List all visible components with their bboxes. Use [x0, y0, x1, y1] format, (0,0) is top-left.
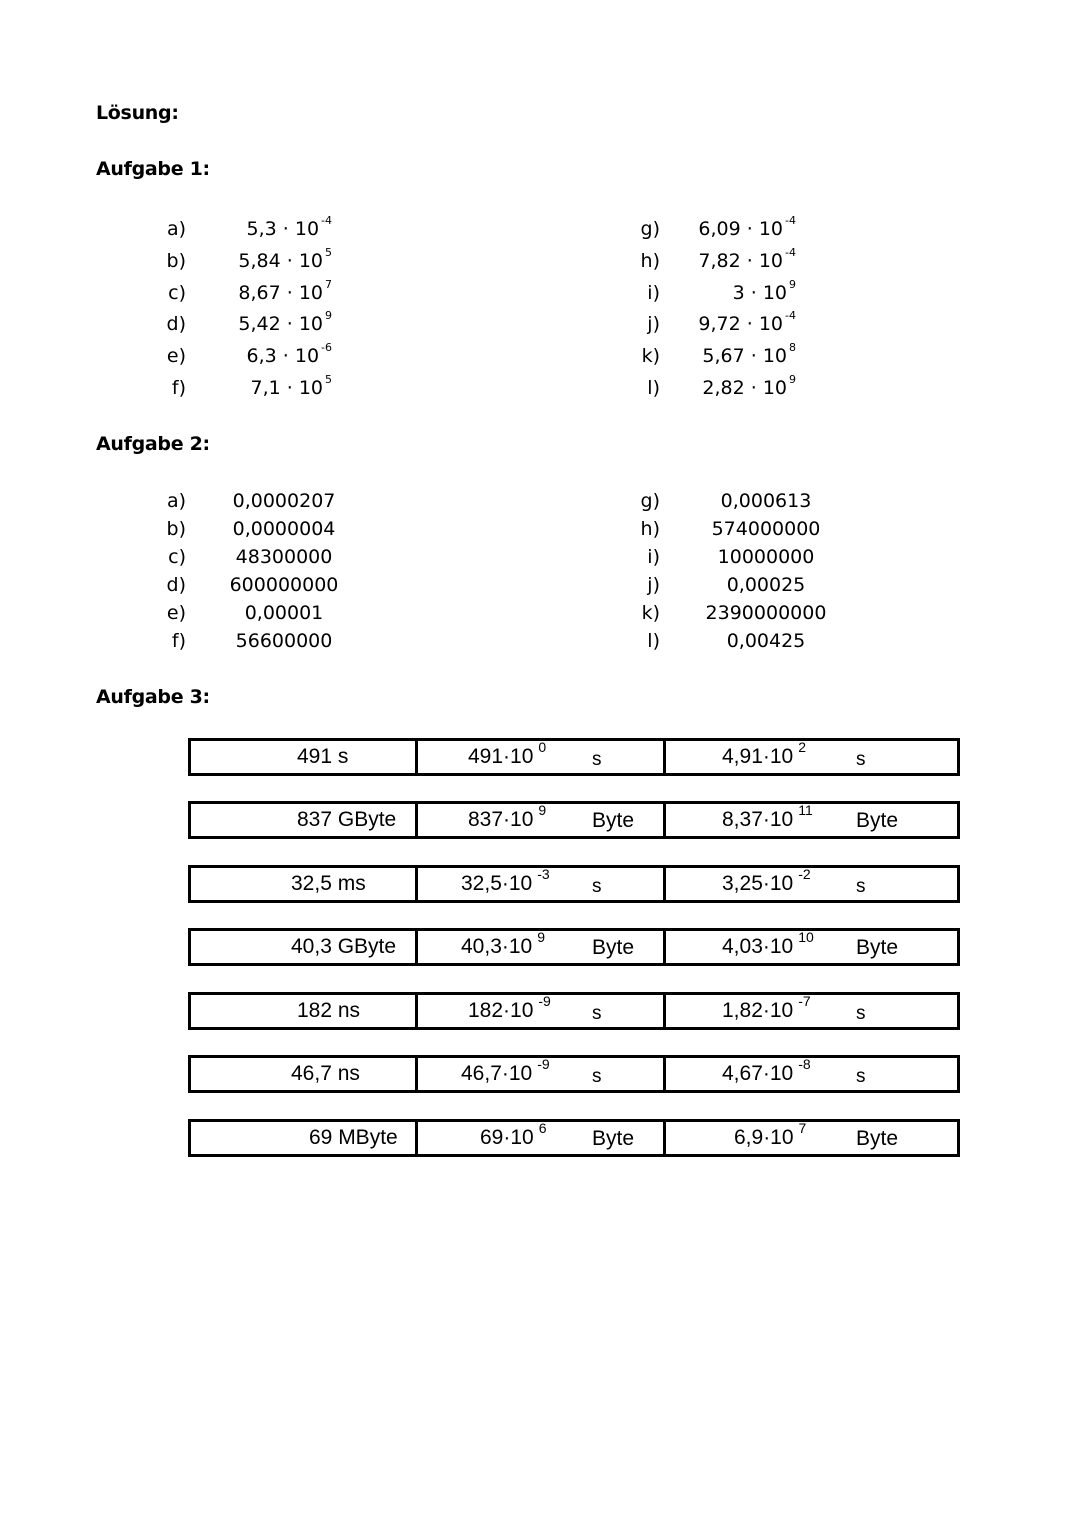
- exponent: 9: [789, 278, 796, 291]
- prefixed-cell: [418, 868, 666, 900]
- prefixed-mantissa: 40,3·10: [461, 935, 533, 958]
- prefixed-cell: [418, 741, 666, 773]
- task1-label: b): [166, 250, 186, 272]
- task2-answer: 0,0000004: [232, 518, 336, 540]
- task1-label: e): [166, 345, 186, 367]
- prefixed-value: [461, 929, 546, 959]
- normalized-unit: s: [856, 1003, 866, 1024]
- task2-answer: 48300000: [235, 546, 333, 568]
- exponent: -6: [321, 341, 332, 354]
- normalized-value: [734, 1120, 807, 1150]
- original-cell: [191, 931, 418, 963]
- original-cell: [191, 1058, 418, 1090]
- prefixed-mantissa: 69·10: [480, 1126, 534, 1149]
- exponent: 9: [325, 309, 332, 322]
- original-cell: [191, 868, 418, 900]
- task1-title: Aufgabe 1:: [96, 158, 210, 180]
- prefixed-value: [461, 1056, 550, 1086]
- normalized-unit: Byte: [856, 809, 899, 832]
- exponent: 5: [325, 373, 332, 386]
- exponent: -4: [785, 309, 796, 322]
- prefixed-exponent: 6: [538, 1120, 547, 1136]
- task1-answer: [702, 373, 796, 399]
- task1-answer: [702, 341, 796, 367]
- prefixed-cell: [418, 1058, 666, 1090]
- mantissa: 5,67 · 10: [702, 345, 787, 367]
- task1-answer: [698, 246, 796, 272]
- normalized-unit: s: [856, 1066, 866, 1087]
- mantissa: 9,72 · 10: [698, 313, 784, 335]
- original-cell: [191, 1122, 418, 1154]
- conversion-row: [188, 801, 960, 839]
- normalized-cell: [666, 868, 957, 900]
- task2-label: f): [171, 630, 186, 652]
- normalized-cell: [666, 995, 957, 1027]
- normalized-value: [722, 866, 811, 896]
- normalized-cell: [666, 1122, 957, 1154]
- task3-title: Aufgabe 3:: [96, 686, 210, 708]
- task2-title: Aufgabe 2:: [96, 433, 210, 455]
- task2-answer: 574000000: [711, 518, 821, 540]
- conversion-row: [188, 992, 960, 1030]
- task1-answer: [732, 278, 796, 304]
- normalized-value: [722, 739, 807, 769]
- exponent: 5: [325, 246, 332, 259]
- prefixed-cell: [418, 931, 666, 963]
- task1-answer: [698, 309, 796, 335]
- mantissa: 6,3 · 10: [246, 345, 320, 367]
- prefixed-mantissa: 837·10: [468, 808, 534, 831]
- mantissa: 8,67 · 10: [238, 282, 323, 304]
- task1-label: c): [168, 282, 186, 304]
- task2-answer: 0,00001: [244, 602, 324, 624]
- prefixed-unit: s: [592, 1003, 602, 1024]
- prefixed-exponent: 9: [538, 802, 547, 818]
- mantissa: 5,42 · 10: [238, 313, 323, 335]
- task1-label: k): [641, 345, 660, 367]
- normalized-value: [722, 929, 814, 959]
- prefixed-exponent: 0: [538, 739, 547, 755]
- task2-answer: 0,00025: [726, 574, 806, 596]
- normalized-unit: Byte: [856, 1127, 899, 1150]
- prefixed-mantissa: 46,7·10: [461, 1062, 533, 1085]
- task2-answer: 600000000: [229, 574, 339, 596]
- normalized-unit: Byte: [856, 936, 899, 959]
- normalized-mantissa: 8,37·10: [722, 808, 794, 831]
- original-value: 46,7 ns: [291, 1062, 360, 1085]
- normalized-exponent: 11: [798, 802, 813, 818]
- prefixed-cell: [418, 804, 666, 836]
- prefixed-cell: [418, 1122, 666, 1154]
- mantissa: 7,82 · 10: [698, 250, 784, 272]
- task2-label: h): [640, 518, 660, 540]
- prefixed-unit: Byte: [592, 809, 635, 832]
- normalized-exponent: 10: [798, 929, 814, 945]
- exponent: -4: [785, 214, 796, 227]
- original-value: 491 s: [297, 745, 349, 768]
- task2-label: k): [641, 602, 660, 624]
- task2-label: e): [166, 602, 186, 624]
- task2-answer: 10000000: [717, 546, 815, 568]
- prefixed-exponent: 9: [537, 929, 546, 945]
- original-cell: [191, 995, 418, 1027]
- original-cell: [191, 741, 418, 773]
- normalized-mantissa: 4,91·10: [722, 745, 794, 768]
- task1-answer: [238, 278, 332, 304]
- conversion-row: [188, 1055, 960, 1093]
- prefixed-exponent: -9: [537, 1056, 550, 1072]
- normalized-exponent: -8: [798, 1056, 811, 1072]
- normalized-exponent: -2: [798, 866, 811, 882]
- task1-answer: [246, 341, 332, 367]
- prefixed-value: [461, 866, 550, 896]
- normalized-mantissa: 1,82·10: [722, 999, 794, 1022]
- prefixed-value: [468, 739, 547, 769]
- exponent: 8: [789, 341, 796, 354]
- prefixed-unit: s: [592, 749, 602, 770]
- task1-label: f): [171, 377, 186, 399]
- prefixed-value: [468, 993, 551, 1023]
- normalized-value: [722, 993, 811, 1023]
- original-value: 40,3 GByte: [291, 935, 397, 958]
- normalized-cell: [666, 804, 957, 836]
- task2-answer: 0,00425: [726, 630, 806, 652]
- original-value: 69 MByte: [309, 1126, 398, 1149]
- task2-label: j): [647, 574, 660, 596]
- original-value: 182 ns: [297, 999, 361, 1022]
- exponent: -4: [785, 246, 796, 259]
- normalized-mantissa: 6,9·10: [734, 1126, 794, 1149]
- task1-answer: [238, 246, 332, 272]
- task1-label: i): [647, 282, 660, 304]
- task1-answer: [698, 214, 796, 240]
- mantissa: 3 · 10: [732, 282, 787, 304]
- task1-answer: [246, 214, 332, 240]
- conversion-row: [188, 865, 960, 903]
- prefixed-cell: [418, 995, 666, 1027]
- conversion-row: [188, 738, 960, 776]
- task2-label: b): [166, 518, 186, 540]
- mantissa: 5,3 · 10: [246, 218, 320, 240]
- task2-label: d): [166, 574, 186, 596]
- task1-label: h): [640, 250, 660, 272]
- original-value: 837 GByte: [297, 808, 397, 831]
- prefixed-unit: Byte: [592, 1127, 635, 1150]
- normalized-exponent: 2: [798, 739, 807, 755]
- normalized-cell: [666, 1058, 957, 1090]
- normalized-value: [722, 1056, 811, 1086]
- normalized-cell: [666, 931, 957, 963]
- prefixed-mantissa: 491·10: [468, 745, 534, 768]
- mantissa: 6,09 · 10: [698, 218, 784, 240]
- prefixed-exponent: -3: [537, 866, 550, 882]
- exponent: -4: [321, 214, 332, 227]
- prefixed-unit: s: [592, 876, 602, 897]
- normalized-unit: s: [856, 749, 866, 770]
- normalized-exponent: 7: [798, 1120, 807, 1136]
- prefixed-value: [480, 1120, 547, 1150]
- task1-answer: [238, 309, 332, 335]
- normalized-mantissa: 4,67·10: [722, 1062, 794, 1085]
- task1-label: l): [647, 377, 660, 399]
- task1-answer: [250, 373, 332, 399]
- task1-label: a): [166, 218, 186, 240]
- exponent: 9: [789, 373, 796, 386]
- task2-label: i): [647, 546, 660, 568]
- original-cell: [191, 804, 418, 836]
- normalized-unit: s: [856, 876, 866, 897]
- task2-answer: 0,0000207: [232, 490, 336, 512]
- normalized-cell: [666, 741, 957, 773]
- normalized-value: [722, 802, 813, 832]
- task2-answer: 0,000613: [720, 490, 812, 512]
- original-value: 32,5 ms: [291, 872, 366, 895]
- task2-label: c): [168, 546, 186, 568]
- mantissa: 2,82 · 10: [702, 377, 787, 399]
- task1-label: j): [647, 313, 660, 335]
- conversion-row: [188, 928, 960, 966]
- task2-label: g): [640, 490, 660, 512]
- prefixed-unit: s: [592, 1066, 602, 1087]
- prefixed-mantissa: 182·10: [468, 999, 534, 1022]
- task2-label: a): [166, 490, 186, 512]
- prefixed-value: [468, 802, 547, 832]
- task2-label: l): [647, 630, 660, 652]
- task2-answer: 2390000000: [705, 602, 827, 624]
- prefixed-exponent: -9: [538, 993, 551, 1009]
- task1-label: g): [640, 218, 660, 240]
- solution-title: Lösung:: [96, 102, 179, 124]
- prefixed-unit: Byte: [592, 936, 635, 959]
- exponent: 7: [325, 278, 332, 291]
- normalized-mantissa: 4,03·10: [722, 935, 794, 958]
- conversion-row: [188, 1119, 960, 1157]
- normalized-exponent: -7: [798, 993, 811, 1009]
- prefixed-mantissa: 32,5·10: [461, 872, 533, 895]
- mantissa: 5,84 · 10: [238, 250, 323, 272]
- task1-label: d): [166, 313, 186, 335]
- normalized-mantissa: 3,25·10: [722, 872, 794, 895]
- task2-answer: 56600000: [235, 630, 333, 652]
- mantissa: 7,1 · 10: [250, 377, 323, 399]
